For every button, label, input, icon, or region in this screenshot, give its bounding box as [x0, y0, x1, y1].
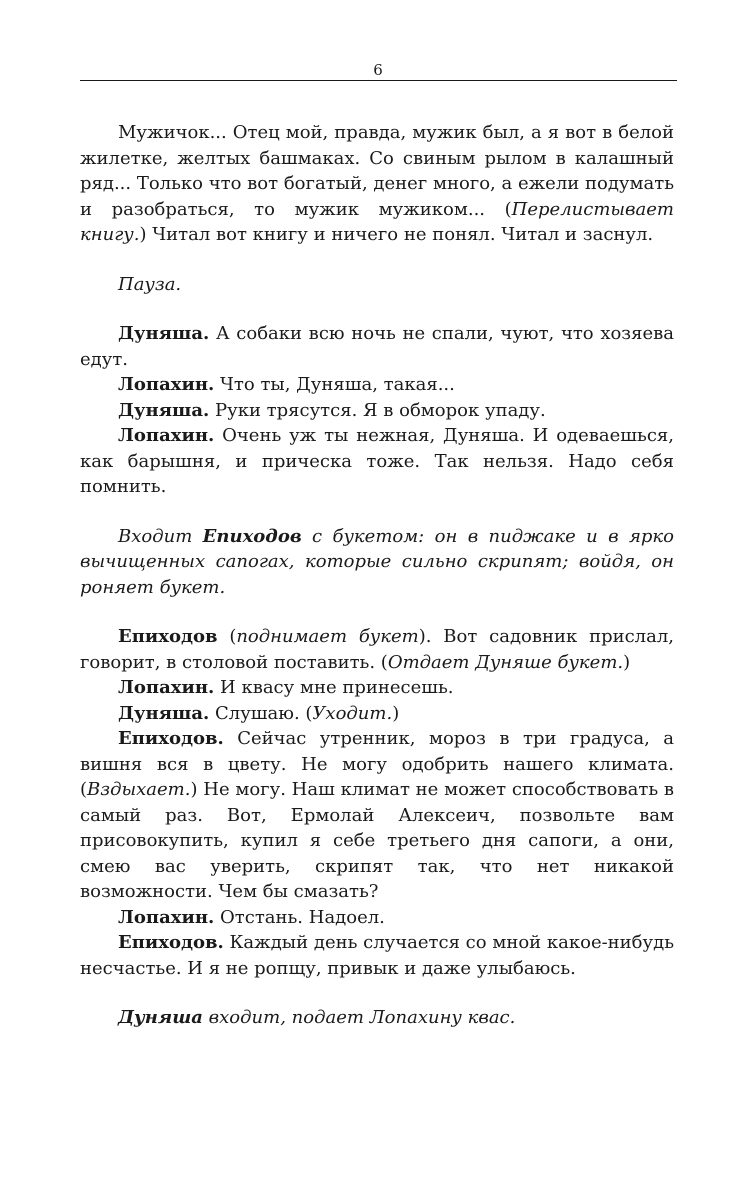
- speaker-name: Дуняша.: [118, 323, 210, 344]
- dialogue-line: [80, 372, 674, 398]
- dialogue-line: [80, 726, 674, 905]
- monologue-paragraph: [80, 120, 674, 248]
- dialogue-line: [80, 675, 674, 701]
- speaker-name: Лопахин.: [118, 374, 215, 395]
- paragraph-gap: [80, 297, 674, 321]
- dialogue-line: [80, 423, 674, 500]
- line-text: Каждый день случается со мной какое-нибудь несчастье. И я не ропщу, привык и даже улыбаюсь.: [80, 932, 674, 979]
- stage-direction: Пауза.: [118, 273, 182, 295]
- stage-text: входит, подает Лопахину квас.: [202, 1007, 516, 1028]
- character-name: Епиходов: [202, 525, 302, 547]
- header-rule: [80, 80, 677, 81]
- speaker-name: Дуняша.: [118, 702, 210, 724]
- stage-direction-inline: Вздыхает.: [87, 779, 191, 800]
- speaker-name: Лопахин.: [118, 906, 215, 928]
- dialogue-line: [80, 701, 674, 727]
- stage-direction-inline: Перелистывает книгу.: [80, 198, 674, 245]
- dialogue-line: [80, 930, 674, 981]
- line-text: Руки трясутся. Я в обморок упаду.: [209, 399, 546, 421]
- speaker-name: Епиходов: [118, 626, 218, 647]
- paragraph-gap: [80, 981, 674, 1005]
- line-text: ): [392, 702, 400, 724]
- character-name: Дуняша: [118, 1007, 203, 1028]
- speaker-name: Дуняша.: [118, 399, 210, 421]
- speaker-name: Епиходов.: [118, 728, 224, 749]
- speaker-name: Лопахин.: [118, 425, 215, 446]
- stage-direction-inline: поднимает букет: [236, 626, 419, 647]
- dialogue-line: [80, 321, 674, 372]
- line-text: Что ты, Дуняша, такая...: [214, 374, 455, 395]
- line-text: Отстань. Надоел.: [214, 906, 385, 928]
- paragraph-text: Мужичок... Отец мой, правда, мужик был, а я вот в белой жилетке, желтых башмаках. Со свиным рылом в калашный ряд... Только что вот богатый, денег много, а ежели подумать и разобраться, то мужик мужиком... (: [80, 122, 674, 220]
- line-text: А собаки всю ночь не спали, чуют, что хозяева едут.: [80, 323, 674, 370]
- speaker-name: Лопахин.: [118, 677, 215, 698]
- dialogue-line: [80, 624, 674, 675]
- line-text: Сейчас утренник, мороз в три градуса, а вишня вся в цвету. Не могу одобрить нашего климата. (: [80, 728, 674, 800]
- line-text: И квасу мне принесешь.: [214, 677, 454, 698]
- page-number: 6: [373, 61, 383, 79]
- stage-text: Входит: [118, 525, 203, 547]
- stage-text: с букетом: он в пиджаке и в ярко вычищенных сапогах, которые сильно скрипят; войдя, он роняет букет.: [80, 525, 674, 598]
- stage-direction-inline: Отдает Дуняше букет.: [387, 651, 624, 673]
- line-text: ): [623, 651, 631, 673]
- line-text: Слушаю. (: [209, 702, 313, 724]
- paragraph-text: ) Читал вот книгу и ничего не понял. Читал и заснул.: [139, 224, 654, 245]
- stage-direction-inline: Уходит.: [312, 702, 393, 724]
- dialogue-line: [80, 398, 674, 424]
- stage-direction: [80, 1005, 674, 1031]
- line-text: ). Вот садовник прислал, говорит, в столовой поставить. (: [80, 626, 674, 673]
- paragraph-gap: [80, 600, 674, 624]
- page-body: [80, 120, 674, 1031]
- line-text: ) Не могу. Наш климат не может способствовать в самый раз. Вот, Ермолай Алексеич, позвольте вам присовокупить, купил я себе третьего дня сапоги, а они, смею вас уверить, скрипят так, что нет никакой возможности. Чем бы смазать?: [80, 779, 674, 902]
- paragraph-gap: [80, 500, 674, 524]
- stage-direction: [80, 524, 674, 601]
- line-text: Очень уж ты нежная, Дуняша. И одеваешься, как барышня, и прическа тоже. Так нельзя. Надо себя помнить.: [80, 425, 674, 497]
- dialogue-line: [80, 905, 674, 931]
- line-text: (: [217, 626, 237, 647]
- speaker-name: Епиходов.: [118, 932, 224, 953]
- paragraph-gap: [80, 248, 674, 272]
